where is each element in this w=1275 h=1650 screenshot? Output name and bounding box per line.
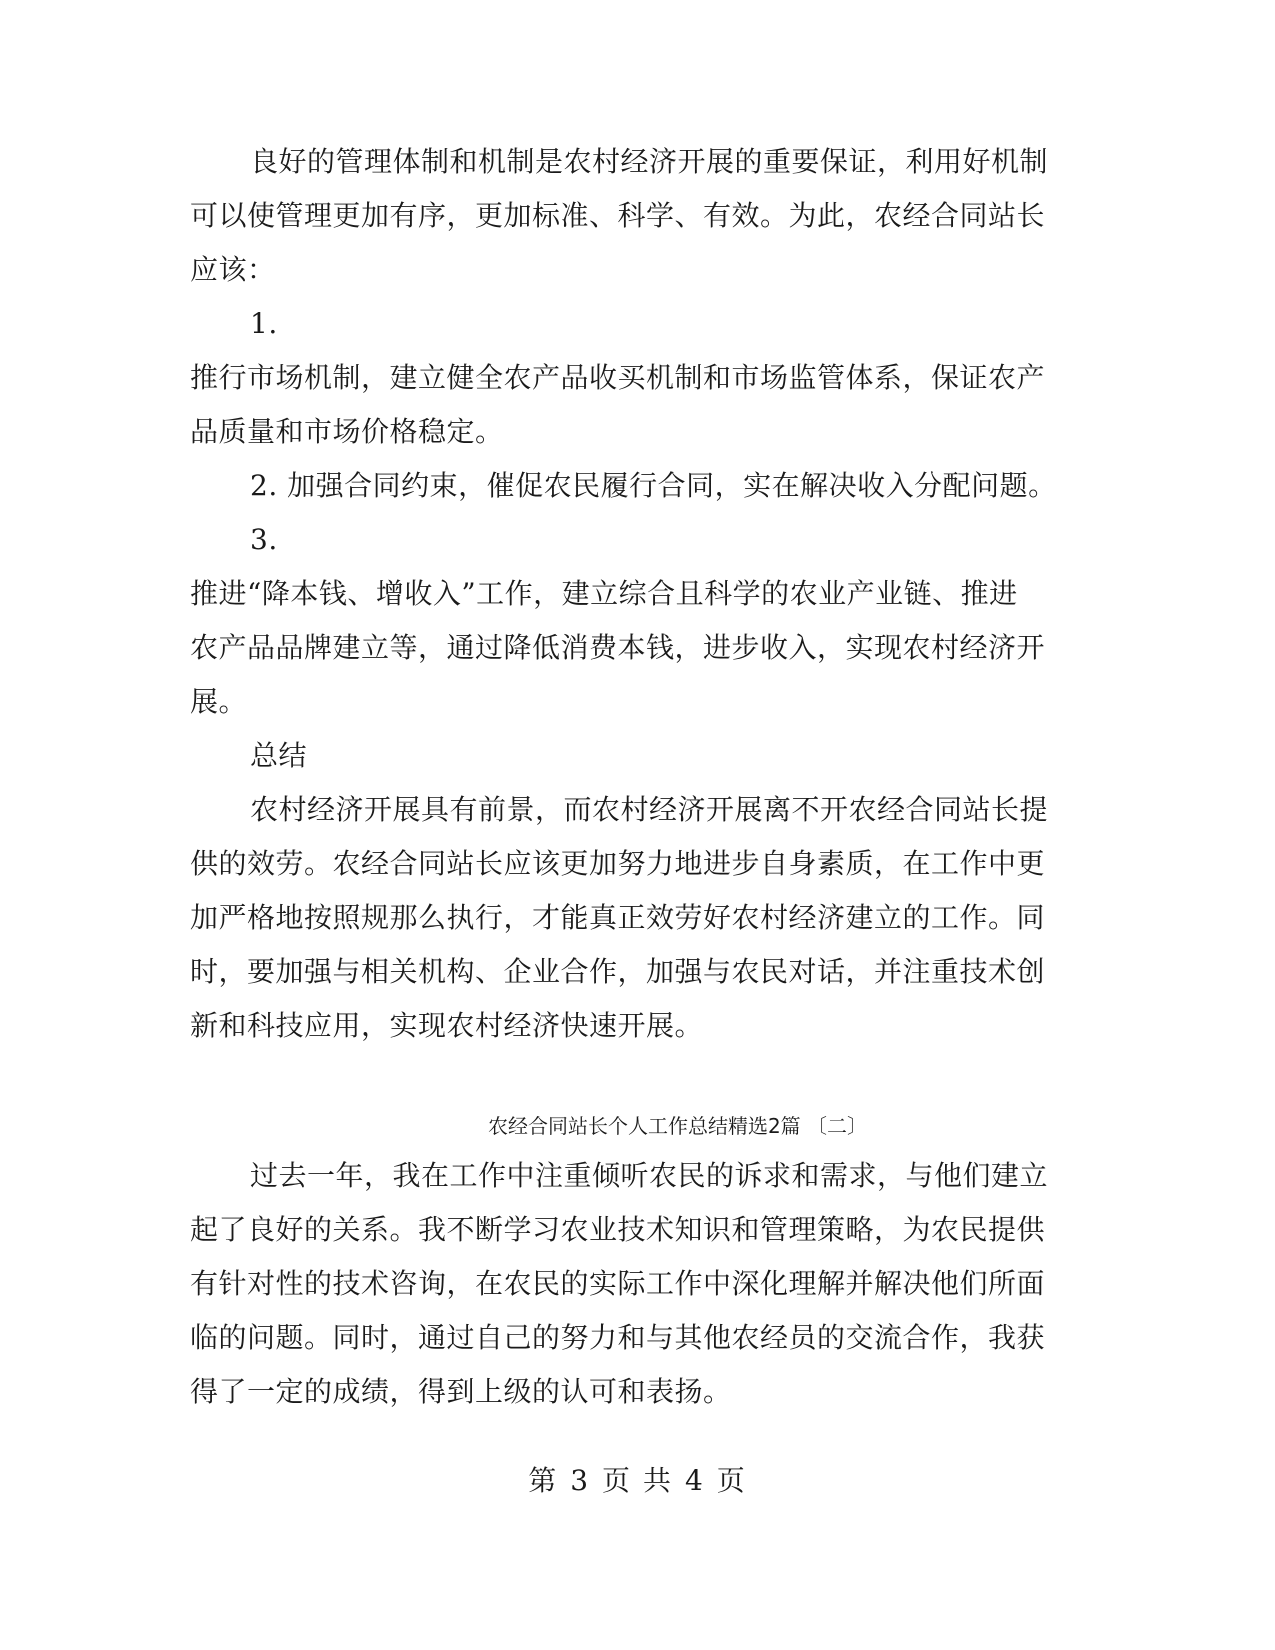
paragraph-line: 加严格地按照规那么执行，才能真正效劳好农村经济建立的工作。同 [190,901,1046,934]
footer-mid: 页 共 [602,1464,673,1497]
paragraph-line: 得了一定的成绩，得到上级的认可和表扬。 [190,1375,732,1408]
paragraph-line: 供的效劳。农经合同站长应该更加努力地进步自身素质，在工作中更 [190,847,1046,880]
total-page-number: 4 [684,1464,705,1497]
list-item: 2. 加强合同约束，催促农民履行合同，实在解决收入分配问题。 [250,469,1057,502]
paragraph-line: 起了良好的关系。我不断学习农业技术知识和管理策略，为农民提供 [190,1213,1046,1246]
paragraph-line: 良好的管理体制和机制是农村经济开展的重要保证，利用好机制 [250,145,1049,178]
list-number: 1. [250,307,278,340]
paragraph-line: 展。 [190,685,248,718]
section-title: 农经合同站长个人工作总结精选2篇 〔二〕 [487,1114,868,1138]
current-page-number: 3 [570,1464,591,1497]
paragraph-line: 临的问题。同时，通过自己的努力和与其他农经员的交流合作，我获 [190,1321,1046,1354]
paragraph-line: 推行市场机制，建立健全农产品收买机制和市场监管体系，保证农产 [190,361,1046,394]
page-footer [0,1464,1275,1498]
paragraph-line: 可以使管理更加有序，更加标准、科学、有效。为此，农经合同站长 [190,199,1046,232]
footer-prefix: 第 [528,1464,559,1497]
paragraph-line: 农产品品牌建立等，通过降低消费本钱，进步收入，实现农村经济开 [190,631,1046,664]
paragraph-line: 农村经济开展具有前景，而农村经济开展离不开农经合同站长提 [250,793,1049,826]
footer-suffix: 页 [716,1464,747,1497]
paragraph-line: 时，要加强与相关机构、企业合作，加强与农民对话，并注重技术创 [190,955,1046,988]
paragraph-line: 品质量和市场价格稳定。 [190,415,504,448]
list-number: 3. [250,523,278,556]
paragraph-line: 过去一年，我在工作中注重倾听农民的诉求和需求，与他们建立 [250,1159,1049,1192]
paragraph-line: 新和科技应用，实现农村经济快速开展。 [190,1009,704,1042]
summary-heading: 总结 [250,739,308,772]
paragraph-line: 推进“降本钱、增收入”工作，建立综合且科学的农业产业链、推进 [190,577,1018,610]
paragraph-line: 应该： [190,253,276,286]
paragraph-line: 有针对性的技术咨询，在农民的实际工作中深化理解并解决他们所面 [190,1267,1046,1300]
